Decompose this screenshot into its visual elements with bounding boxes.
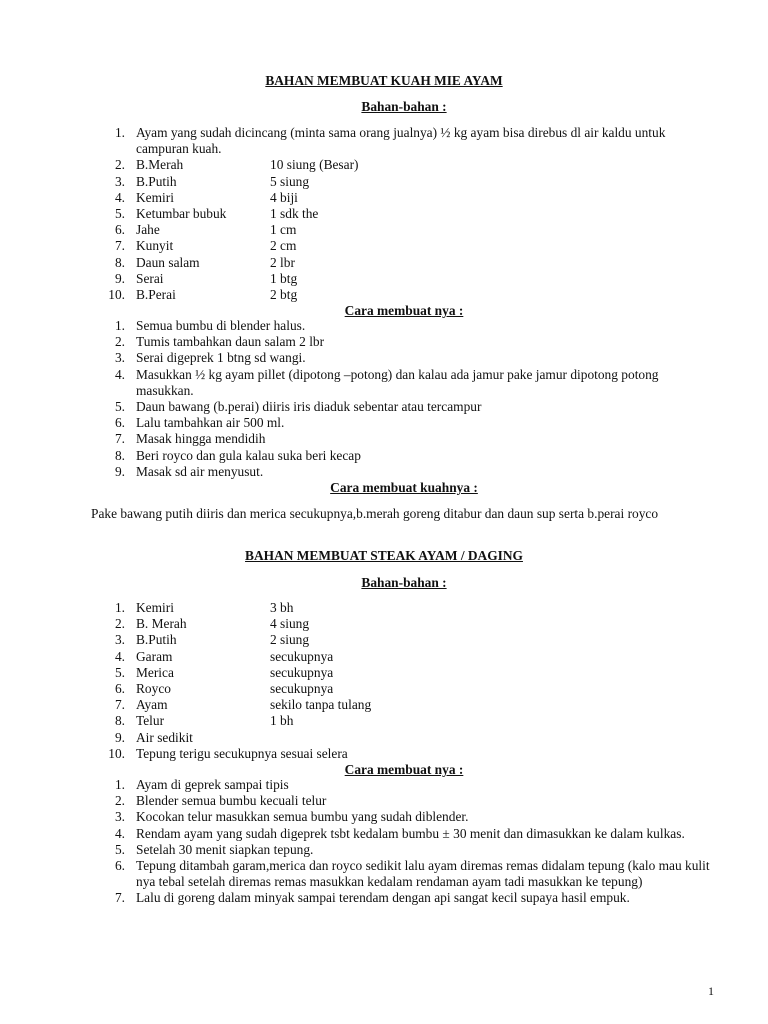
item-number: 10. — [108, 745, 125, 761]
ingredient-item — [0, 746, 716, 762]
ingredient-item — [0, 600, 716, 616]
step-list-1 — [0, 318, 716, 480]
item-number: 6. — [114, 222, 125, 238]
step-item — [0, 431, 716, 447]
step-item — [0, 809, 716, 825]
ingredient-quantity: 5 siung — [270, 173, 310, 189]
ingredient-name: Kemiri — [136, 600, 174, 615]
ingredient-quantity: 2 btg — [270, 287, 298, 303]
item-number: 10. — [108, 287, 125, 303]
item-number: 5. — [114, 399, 125, 415]
ingredient-list-1 — [0, 125, 716, 303]
ingredient-name: Tepung terigu secukupnya sesuai selera — [136, 745, 348, 761]
item-number: 3. — [114, 350, 125, 366]
step-item — [0, 399, 716, 415]
item-number: 5. — [114, 664, 125, 680]
ingredient-quantity: 2 siung — [270, 632, 310, 648]
step-item — [0, 826, 716, 842]
title-kuah-mie-ayam: BAHAN MEMBUAT KUAH MIE AYAM — [265, 73, 503, 88]
ingredient-quantity: sekilo tanpa tulang — [270, 697, 372, 713]
item-number: 3. — [114, 809, 125, 825]
item-number: 1. — [114, 777, 125, 792]
step-item — [0, 793, 716, 809]
ingredient-quantity: 3 bh — [270, 600, 294, 615]
page-number: 1 — [708, 984, 714, 998]
ingredient-name: Ketumbar bubuk — [136, 206, 227, 222]
ingredient-list-2 — [0, 600, 716, 762]
step-text: Lalu di goreng dalam minyak sampai terendam dengan api sangat kecil supaya hasil empuk. — [136, 890, 630, 906]
item-number: 8. — [114, 254, 125, 270]
step-text: Blender semua bumbu kecuali telur — [136, 793, 327, 809]
item-number: 7. — [114, 697, 125, 713]
item-number: 1. — [114, 600, 125, 615]
ingredient-item — [0, 206, 716, 222]
ingredient-item — [0, 713, 716, 729]
step-text: Setelah 30 menit siapkan tepung. — [136, 841, 314, 857]
ingredient-item — [0, 665, 716, 681]
ingredient-name: B.Perai — [136, 287, 176, 303]
bahan-heading-2: Bahan-bahan : — [361, 575, 447, 590]
step-text: Masukkan ½ kg ayam pillet (dipotong –potong) dan kalau ada jamur pake jamur dipotong potong masukkan. — [136, 366, 659, 398]
step-item — [0, 350, 716, 366]
item-number: 7. — [114, 431, 125, 447]
ingredient-item — [0, 271, 716, 287]
item-number: 9. — [114, 270, 125, 286]
kuah-heading: Cara membuat kuahnya : — [330, 480, 478, 495]
step-item — [0, 318, 716, 334]
item-number: 6. — [114, 858, 125, 874]
ingredient-name: Serai — [136, 270, 164, 286]
ingredient-name: B.Putih — [136, 173, 177, 189]
ingredient-item — [0, 730, 716, 746]
ingredient-name: B.Merah — [136, 157, 184, 173]
title-steak: BAHAN MEMBUAT STEAK AYAM / DAGING — [245, 548, 523, 563]
ingredient-name: Garam — [136, 648, 173, 664]
step-item — [0, 367, 716, 399]
ingredient-item — [0, 649, 716, 665]
bahan-heading-1: Bahan-bahan : — [361, 99, 447, 114]
ingredient-quantity: 1 btg — [270, 270, 298, 286]
ingredient-name: Jahe — [136, 222, 160, 238]
item-number: 4. — [114, 366, 125, 382]
ingredient-name: Ayam yang sudah dicincang (minta sama orang jualnya) ½ kg ayam bisa direbus dl air kaldu untuk campuran kuah. — [136, 125, 666, 157]
ingredient-quantity: 2 lbr — [270, 254, 295, 270]
item-number: 8. — [114, 713, 125, 729]
item-number: 8. — [114, 447, 125, 463]
ingredient-item — [0, 681, 716, 697]
step-list-2 — [0, 777, 716, 907]
step-item — [0, 415, 716, 431]
ingredient-name: Merica — [136, 664, 174, 680]
ingredient-item — [0, 222, 716, 238]
ingredient-name: Royco — [136, 681, 171, 697]
item-number: 1. — [114, 318, 125, 333]
item-number: 2. — [114, 334, 125, 350]
item-number: 5. — [114, 206, 125, 222]
ingredient-item — [0, 697, 716, 713]
step-text: Rendam ayam yang sudah digeprek tsbt kedalam bumbu ± 30 menit dan dimasukkan ke dalam kulkas. — [136, 825, 685, 841]
ingredient-quantity: secukupnya — [270, 664, 334, 680]
step-text: Tumis tambahkan daun salam 2 lbr — [136, 334, 325, 350]
ingredient-item — [0, 616, 716, 632]
step-text: Tepung ditambah garam,merica dan royco sedikit lalu ayam diremas remas didalam tepung (kalo mau kulit nya tebal setelah diremas remas masukkan kedalam rendaman ayam tadi masukkan ke tepung) — [136, 858, 710, 890]
item-number: 4. — [114, 189, 125, 205]
ingredient-quantity: 1 cm — [270, 222, 297, 238]
step-text: Serai digeprek 1 btng sd wangi. — [136, 350, 306, 366]
ingredient-name: Air sedikit — [136, 729, 193, 745]
item-number: 6. — [114, 681, 125, 697]
cara-heading-2: Cara membuat nya : — [344, 762, 464, 777]
ingredient-quantity: 1 bh — [270, 713, 294, 729]
ingredient-item — [0, 238, 716, 254]
ingredient-quantity: 1 sdk the — [270, 206, 319, 222]
item-number: 5. — [114, 841, 125, 857]
step-item — [0, 334, 716, 350]
step-text: Masak sd air menyusut. — [136, 463, 264, 479]
item-number: 2. — [114, 793, 125, 809]
item-number: 4. — [114, 825, 125, 841]
ingredient-item — [0, 287, 716, 303]
ingredient-quantity: 4 siung — [270, 616, 310, 632]
ingredient-name: B. Merah — [136, 616, 187, 632]
ingredient-item — [0, 632, 716, 648]
step-item — [0, 890, 716, 906]
ingredient-name: Ayam — [136, 697, 168, 713]
kuah-paragraph: Pake bawang putih diiris dan merica secukupnya,b.merah goreng ditabur dan daun sup serta b.perai royco — [91, 506, 659, 521]
item-number: 3. — [114, 632, 125, 648]
step-item — [0, 777, 716, 793]
ingredient-quantity: 10 siung (Besar) — [270, 157, 359, 173]
cara-heading-1: Cara membuat nya : — [344, 303, 464, 318]
ingredient-name: Kemiri — [136, 189, 174, 205]
step-item — [0, 464, 716, 480]
ingredient-item — [0, 125, 716, 157]
item-number: 1. — [114, 125, 125, 140]
ingredient-name: Daun salam — [136, 254, 200, 270]
step-text: Masak hingga mendidih — [136, 431, 266, 447]
step-text: Beri royco dan gula kalau suka beri kecap — [136, 447, 361, 463]
ingredient-name: B.Putih — [136, 632, 177, 648]
step-text: Semua bumbu di blender halus. — [136, 318, 306, 333]
ingredient-item — [0, 157, 716, 173]
item-number: 9. — [114, 729, 125, 745]
step-item — [0, 858, 716, 890]
step-text: Kocokan telur masukkan semua bumbu yang sudah diblender. — [136, 809, 469, 825]
item-number: 2. — [114, 157, 125, 173]
ingredient-quantity: 2 cm — [270, 238, 297, 254]
item-number: 4. — [114, 648, 125, 664]
item-number: 2. — [114, 616, 125, 632]
item-number: 6. — [114, 415, 125, 431]
step-text: Daun bawang (b.perai) diiris iris diaduk sebentar atau tercampur — [136, 399, 482, 415]
ingredient-item — [0, 255, 716, 271]
ingredient-item — [0, 174, 716, 190]
item-number: 7. — [114, 238, 125, 254]
step-item — [0, 448, 716, 464]
step-text: Ayam di geprek sampai tipis — [136, 777, 289, 792]
step-text: Lalu tambahkan air 500 ml. — [136, 415, 285, 431]
item-number: 9. — [114, 463, 125, 479]
ingredient-item — [0, 190, 716, 206]
item-number: 7. — [114, 890, 125, 906]
ingredient-quantity: secukupnya — [270, 648, 334, 664]
ingredient-quantity: 4 biji — [270, 189, 298, 205]
item-number: 3. — [114, 173, 125, 189]
ingredient-name: Kunyit — [136, 238, 174, 254]
step-item — [0, 842, 716, 858]
ingredient-name: Telur — [136, 713, 165, 729]
ingredient-quantity: secukupnya — [270, 681, 334, 697]
